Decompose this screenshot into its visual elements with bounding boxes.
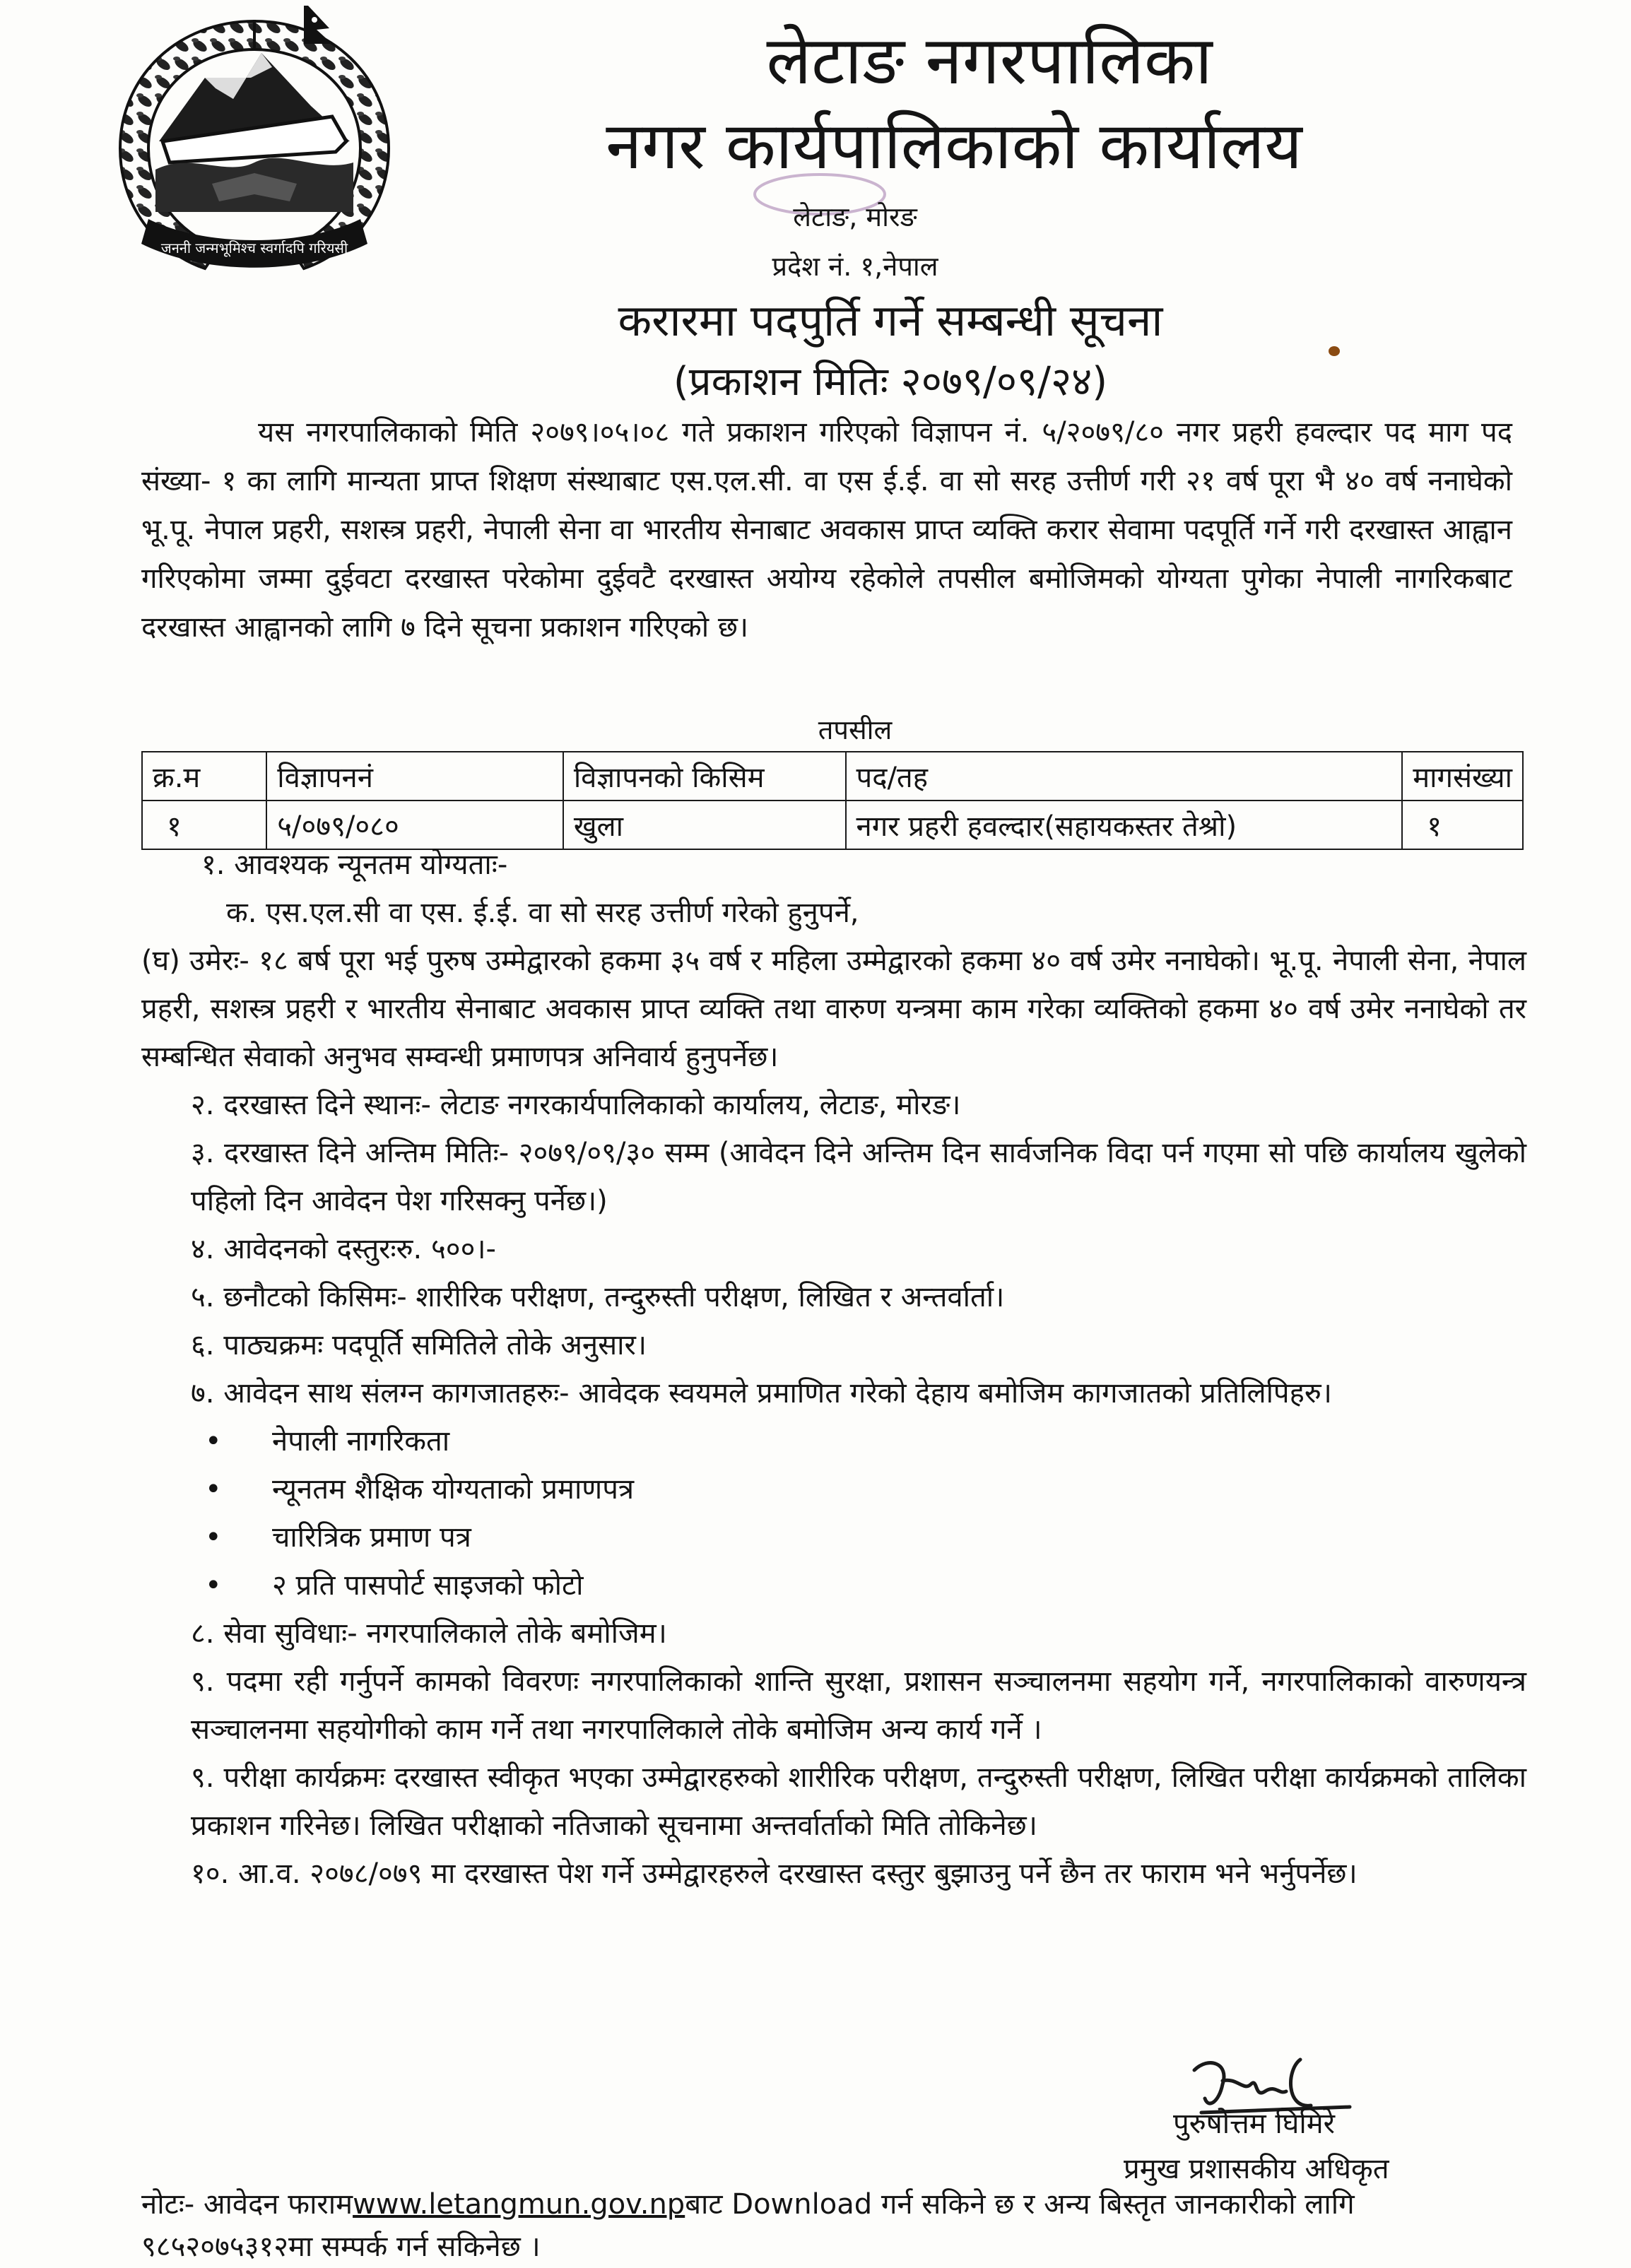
bullet-icon: • xyxy=(205,1473,222,1506)
qualification-age: (घ) उमेरः- १८ बर्ष पूरा भई पुरुष उम्मेद्वारको हकमा ३५ वर्ष र महिला उम्मेद्वारको हकमा ४० वर्ष उमेर ननाघेको। भू.पू. नेपाली सेना, नेपाल प्रहरी, सशस्त्र प्रहरी र भारतीय सेनाबाट अवकास प्राप्त व्यक्ति तथा वारुण यन्त्रमा काम गरेका व्यक्तिको हकमा ४० वर्ष उमेर ननाघेको तर सम्बन्धित सेवाको अनुभव सम्वन्धी प्रमाणपत्र अनिवार्य हुनुपर्नेछ। xyxy=(141,945,1526,1073)
ink-speck xyxy=(1329,346,1340,356)
documents-heading: ७. आवेदन साथ संलग्न कागजातहरुः- आवेदक स्वयमले प्रमाणित गरेको देहाय बमोजिम कागजातको प्रतिलिपिहरु। xyxy=(191,1377,1332,1410)
application-deadline: ३. दरखास्त दिने अन्तिम मितिः- २०७९/०९/३० सम्म (आवेदन दिने अन्तिम दिन सार्वजनिक विदा पर्न गएमा सो पछि कार्यालय खुलेको पहिलो दिन आवेदन पेश गरिसक्नु पर्नेछ।) xyxy=(191,1137,1526,1217)
qualification-heading: १. आवश्यक न्यूनतम योग्यताः- xyxy=(201,849,508,881)
col-header-adno: विज्ञापननं xyxy=(266,752,563,801)
list-item: • न्यूनतम शैक्षिक योग्यताको प्रमाणपत्र xyxy=(141,1465,1526,1513)
job-duties: ९. पदमा रही गर्नुपर्ने कामको विवरणः नगरपालिकाको शान्ति सुरक्षा, प्रशासन सञ्चालनमा सहयोग गर्ने, नगरपालिकाको वारुणयन्त्र सञ्चालनमा सहयोगीको काम गर्ने तथा नगरपालिकाले तोके बमोजिम अन्य कार्य गर्ने । xyxy=(191,1665,1526,1746)
cell-post: नगर प्रहरी हवल्दार(सहायकस्तर तेश्रो) xyxy=(846,801,1403,849)
signatory-name: पुरुषोत्तम घिमिरे xyxy=(1173,2108,1336,2140)
bullet-icon: • xyxy=(205,1521,222,1554)
col-header-type: विज्ञापनको किसिम xyxy=(563,752,846,801)
cell-count: १ xyxy=(1402,801,1523,849)
col-header-post: पद/तह xyxy=(846,752,1403,801)
list-item: • चारित्रिक प्रमाण पत्र xyxy=(141,1513,1526,1561)
cell-adno: ५/०७९/०८० xyxy=(266,801,563,849)
nepal-emblem-icon xyxy=(99,0,410,297)
bullet-icon: • xyxy=(205,1569,222,1602)
footer-note xyxy=(141,2183,1526,2268)
office-address: लेटाङ, मोरङ xyxy=(793,201,917,232)
notice-body: यस नगरपालिकाको मिति २०७९।०५।०८ गते प्रकाशन गरिएको विज्ञापन नं. ५/२०७९/८० नगर प्रहरी हवल्दार पद माग पद संख्या- १ का लागि मान्यता प्राप्त शिक्षण संस्थाबाट एस.एल.सी. वा एस ई.ई. वा सो सरह उत्तीर्ण गरी २१ वर्ष पूरा भै ४० वर्ष ननाघेको भू.पू. नेपाल प्रहरी, सशस्त्र प्रहरी, नेपाली सेना वा भारतीय सेनाबाट अवकास प्राप्त व्यक्ति करार सेवामा पदपूर्ति गर्ने गरी दरखास्त आह्वान गरिएकोमा जम्मा दुईवटा दरखास्त परेकोमा दुईवटै दरखास्त अयोग्य रहेकोले तपसील बमोजिमको योग्यता पुगेका नेपाली नागरिकबाट दरखास्त आह्वानको लागि ७ दिने सूचना प्रकाशन गरिएको छ। xyxy=(141,416,1512,644)
list-item: • नेपाली नागरिकता xyxy=(141,1417,1526,1465)
province-line: प्रदेश नं. १,नेपाल xyxy=(772,251,938,282)
cell-sn: १ xyxy=(142,801,266,849)
cell-type: खुला xyxy=(563,801,846,849)
qualification-education: क. एस.एल.सी वा एस. ई.ई. वा सो सरह उत्तीर्ण गरेको हुनुपर्ने, xyxy=(226,897,859,929)
publish-date: (प्रकाशन मितिः २०७९/०९/२४) xyxy=(673,359,1108,405)
signatory-post: प्रमुख प्रशासकीय अधिकृत xyxy=(1124,2153,1389,2185)
exam-program: ९. परीक्षा कार्यक्रमः दरखास्त स्वीकृत भएका उम्मेद्वारहरुको शारीरिक परीक्षण, तन्दुरुस्ती परीक्षण, लिखित परीक्षा कार्यक्रमको तालिका प्रकाशन गरिनेछ। लिखित परीक्षाको नतिजाको सूचनामा अन्तर्वार्ताको मिति तोकिनेछ। xyxy=(191,1761,1526,1842)
vacancy-table xyxy=(141,751,1524,850)
notice-items xyxy=(141,841,1526,1898)
selection-method: ५. छनौटको किसिमः- शारीरिक परीक्षण, तन्दुरुस्ती परीक्षण, लिखित र अन्तर्वार्ता। xyxy=(191,1281,1005,1313)
table-caption: तपसील xyxy=(818,714,893,745)
application-place: २. दरखास्त दिने स्थानः- लेटाङ नगरकार्यपालिकाको कार्यालय, लेटाङ, मोरङ। xyxy=(191,1089,961,1121)
note-suffix: बाट Download गर्न सकिने छ र अन्य बिस्तृत जानकारीको लागि ९८५२०७५३१२मा सम्पर्क गर्न सकिनेछ । xyxy=(141,2188,1355,2263)
syllabus: ६. पाठ्यक्रमः पदपूर्ति समितिले तोके अनुसार। xyxy=(191,1329,647,1362)
list-item: • २ प्रति पासपोर्ट साइजको फोटो xyxy=(141,1561,1526,1610)
bullet-icon: • xyxy=(205,1425,222,1458)
table-header-row xyxy=(142,752,1523,801)
municipality-name: लेटाङ नगरपालिका xyxy=(766,23,1213,100)
office-name: नगर कार्यपालिकाको कार्यालय xyxy=(606,108,1302,184)
note-prefix: नोटः- आवेदन फाराम xyxy=(141,2188,353,2221)
col-header-sn: क्र.म xyxy=(142,752,266,801)
emblem-motto: जननी जन्मभूमिश्च स्वर्गादपि गरियसी xyxy=(160,240,348,256)
service-facility: ८. सेवा सुविधाः- नगरपालिकाले तोके बमोजिम। xyxy=(191,1617,667,1650)
col-header-count: मागसंख्या xyxy=(1402,752,1523,801)
website-link[interactable]: www.letangmun.gov.np xyxy=(353,2188,685,2221)
notice-title: करारमा पदपुर्ति गर्ने सम्बन्धी सूचना xyxy=(618,295,1163,346)
fiscal-year-note: १०. आ.व. २०७८/०७९ मा दरखास्त पेश गर्ने उम्मेद्वारहरुले दरखास्त दस्तुर बुझाउनु पर्ने छैन तर फाराम भने भर्नुपर्नेछ। xyxy=(191,1857,1358,1890)
application-fee: ४. आवेदनको दस्तुरःरु. ५००।- xyxy=(191,1233,496,1265)
